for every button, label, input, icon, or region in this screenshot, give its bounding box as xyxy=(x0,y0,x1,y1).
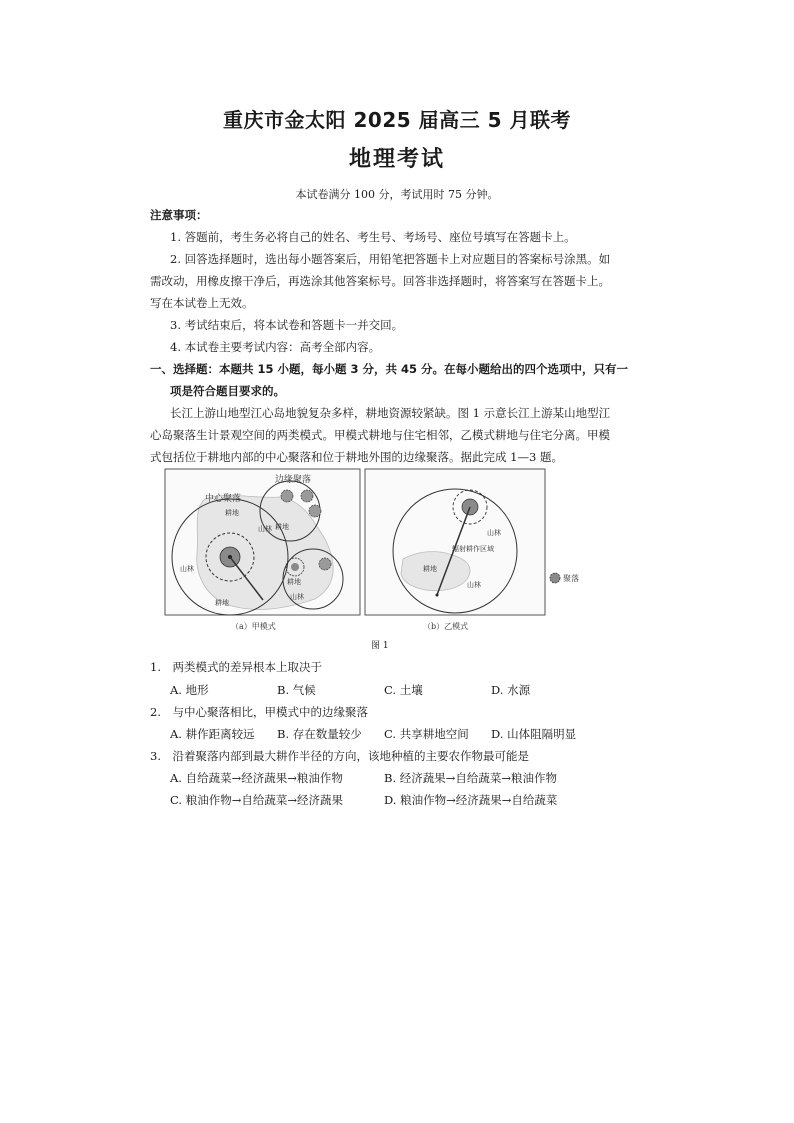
note-item: 1. 答题前，考生务必将自己的姓名、考生号、考场号、座位号填写在答题卡上。 xyxy=(170,230,576,244)
question-option: C. 共享耕地空间 xyxy=(384,727,469,741)
question-stem: 2. 与中心聚落相比，甲模式中的边缘聚落 xyxy=(150,705,368,719)
question-option: D. 水源 xyxy=(491,683,531,697)
question-option: B. 经济蔬果→自给蔬菜→粮油作物 xyxy=(384,771,558,785)
fig-label-forest: 山林 xyxy=(180,565,194,573)
section-heading-cont: 项是符合题目要求的。 xyxy=(170,384,285,398)
note-item: 写在本试卷上无效。 xyxy=(150,296,254,310)
fig-label-forest: 山林 xyxy=(258,525,272,533)
question-option: D. 粮油作物→经济蔬果→自给蔬菜 xyxy=(384,793,558,807)
fig-caption-a: （a）甲模式 xyxy=(231,622,276,631)
fig-label-forest: 山林 xyxy=(487,529,501,537)
fig-label-farm: 耕地 xyxy=(423,565,437,573)
fig-label-farm: 耕地 xyxy=(275,523,289,531)
question-option: C. 土壤 xyxy=(384,683,423,697)
note-item: 需改动，用橡皮擦干净后，再选涂其他答案标号。回答非选择题时，将答案写在答题卡上。 xyxy=(150,274,610,288)
fig-label-farm: 耕地 xyxy=(225,509,239,517)
question-option: A. 耕作距离较远 xyxy=(170,727,255,741)
fig-caption-b: （b）乙模式 xyxy=(423,622,469,631)
figure-number: 图 1 xyxy=(371,641,389,651)
section-heading: 一、选择题：本题共 15 小题，每小题 3 分，共 45 分。在每小题给出的四个选项中，只有一 xyxy=(150,362,629,376)
figure-1 xyxy=(165,469,635,635)
notes-heading: 注意事项： xyxy=(150,208,208,222)
question-option: A. 自给蔬菜→经济蔬果→粮油作物 xyxy=(170,771,343,785)
question-option: B. 气候 xyxy=(277,683,316,697)
fig-label-farm: 耕地 xyxy=(287,578,301,586)
question-option: D. 山体阻隔明显 xyxy=(491,727,577,741)
question-stem: 3. 沿着聚落内部到最大耕作半径的方向，该地种植的主要农作物最可能是 xyxy=(150,749,529,763)
note-item: 3. 考试结束后，将本试卷和答题卡一并交回。 xyxy=(170,318,404,332)
fig-label-edge: 边缘聚落 xyxy=(275,475,312,485)
fig-label-center: 中心聚落 xyxy=(205,494,242,504)
question-option: A. 地形 xyxy=(170,683,209,697)
question-stem: 1. 两类模式的差异根本上取决于 xyxy=(150,660,322,674)
fig-label-farm: 耕地 xyxy=(215,599,229,607)
fig-legend-label: 聚落 xyxy=(563,574,579,583)
passage-line: 心岛聚落生计景观空间的两类模式。甲模式耕地与住宅相邻，乙模式耕地与住宅分离。甲模 xyxy=(150,428,610,442)
subject-title: 地理考试 xyxy=(348,147,445,172)
fig-label-radius: 辐射耕作区域 xyxy=(452,545,494,553)
note-item: 4. 本试卷主要考试内容：高考全部内容。 xyxy=(170,340,381,354)
passage-line: 长江上游山地型江心岛地貌复杂多样，耕地资源较紧缺。图 1 示意长江上游某山地型江 xyxy=(170,406,611,420)
exam-title: 重庆市金太阳 2025 届高三 5 月联考 xyxy=(223,108,571,132)
question-option: C. 粮油作物→自给蔬菜→经济蔬果 xyxy=(170,793,343,807)
exam-meta: 本试卷满分 100 分，考试用时 75 分钟。 xyxy=(295,188,499,201)
question-option: B. 存在数量较少 xyxy=(277,727,362,741)
fig-label-forest: 山林 xyxy=(467,581,481,589)
note-item: 2. 回答选择题时，选出每小题答案后，用铅笔把答题卡上对应题目的答案标号涂黑。如 xyxy=(170,252,611,266)
fig-label-forest: 山林 xyxy=(290,593,304,601)
passage-line: 式包括位于耕地内部的中心聚落和位于耕地外围的边缘聚落。据此完成 1—3 题。 xyxy=(150,450,563,464)
